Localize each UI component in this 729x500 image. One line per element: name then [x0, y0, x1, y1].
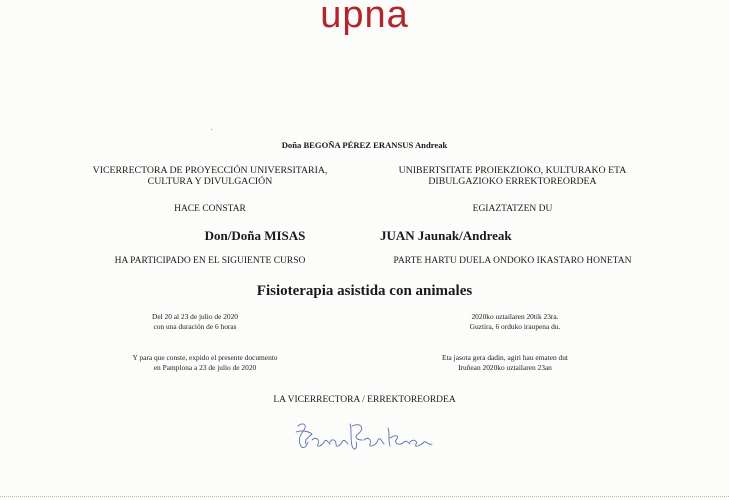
issue-statement-es-line1: Y para que conste, expido el presente documento: [132, 353, 278, 362]
paper-speck: [211, 129, 212, 130]
course-dates-eu: [440, 312, 590, 331]
egiaztatzen-du: EGIAZTATZEN DU: [472, 204, 553, 214]
course-dates-eu-line2: Guztira, 6 orduko iraupena du.: [469, 321, 561, 331]
issuer-title-es-line2: CULTURA Y DIVULGACIÓN: [147, 176, 273, 187]
hace-constar: HACE CONSTAR: [174, 204, 246, 214]
recipient-name-eu: JUAN Jaunak/Andreak: [380, 228, 512, 243]
course-dates-es-line2: con una duración de 6 horas: [153, 321, 237, 331]
issuer-title-eu-line1: UNIBERTSITATE PROIEKZIOKO, KULTURAKO ETA: [398, 165, 627, 176]
issuer-name: Doña BEGOÑA PÉREZ ERANSUS Andreak: [281, 140, 448, 150]
recipient-name-es: Don/Doña MISAS: [204, 228, 306, 243]
course-title: Fisioterapia asistida con animales: [256, 283, 473, 299]
course-dates-eu-line1: 2020ko uztailaren 20tik 23ra.: [471, 312, 559, 321]
issue-statement-es-line2: en Pamplona a 23 de julio de 2020: [153, 362, 257, 372]
issue-statement-eu: [400, 353, 610, 372]
issuer-title-eu-line2: DIBULGAZIOKO ERREKTOREORDEA: [428, 176, 597, 187]
signatory-title: LA VICERRECTORA / ERREKTOREORDEA: [273, 395, 456, 405]
upna-logo: upna: [320, 0, 409, 36]
issue-statement-es: [95, 353, 315, 372]
issue-statement-eu-line1: Eta jasota gera dadin, agiri hau ematen dut: [441, 353, 568, 362]
course-dates-es-line1: Del 20 al 23 de julio de 2020: [151, 312, 238, 321]
issuer-title-eu: [360, 165, 665, 187]
issuer-title-es: [55, 165, 365, 187]
page-bottom-edge: [0, 496, 729, 497]
issuer-title-es-line1: VICERRECTORA DE PROYECCIÓN UNIVERSITARIA,: [92, 165, 328, 176]
issue-statement-eu-line2: Iruñean 2020ko uztailaren 23an: [458, 362, 552, 372]
handwritten-signature: [292, 418, 442, 458]
participated-es: HA PARTICIPADO EN EL SIGUIENTE CURSO: [114, 256, 306, 266]
course-dates-es: [120, 312, 270, 331]
participated-eu: PARTE HARTU DUELA ONDOKO IKASTARO HONETAN: [393, 256, 632, 266]
